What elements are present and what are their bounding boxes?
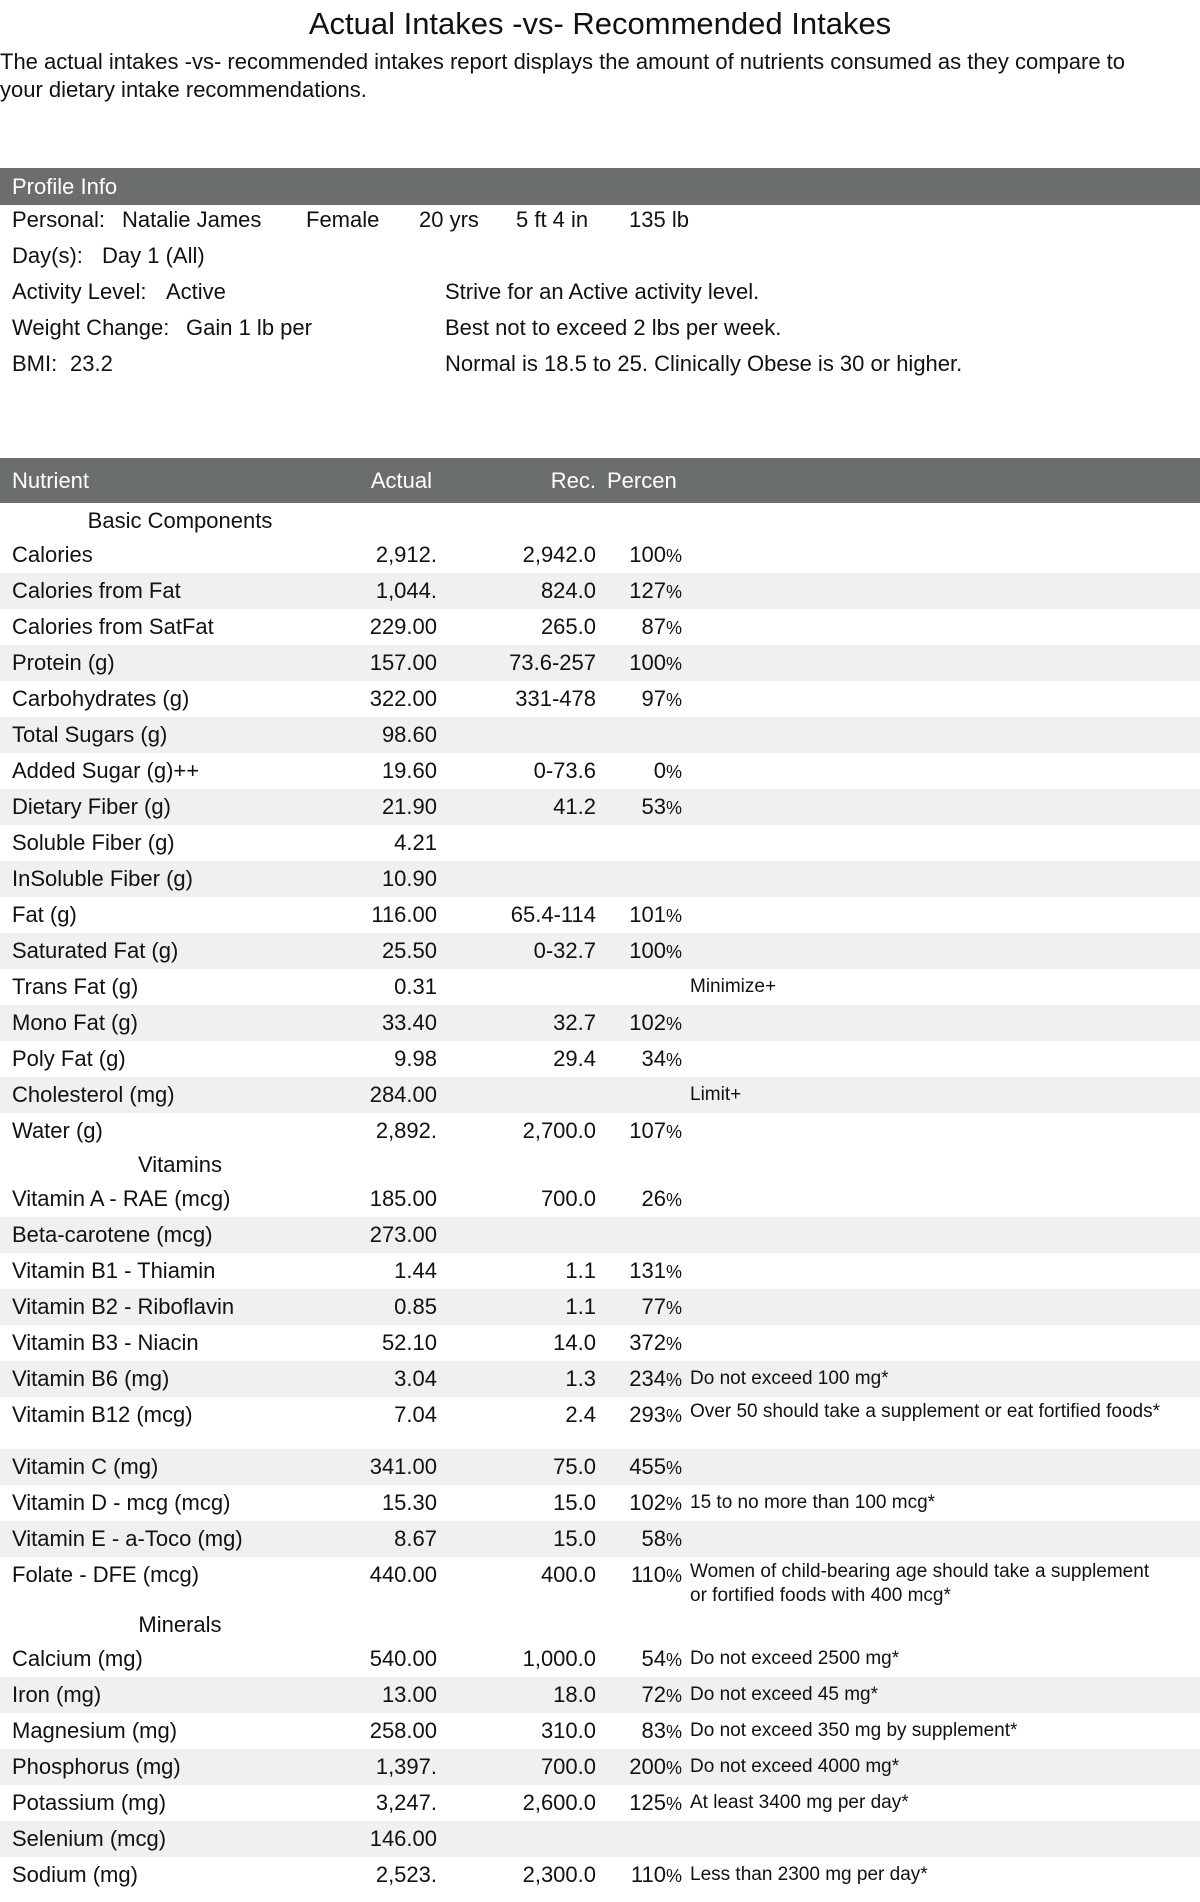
actual-value: 9.98	[394, 1046, 437, 1071]
note-text: Women of child-bearing age should take a supplement or fortified foods with 400 mcg*	[690, 1561, 1150, 1606]
profile-header-label: Profile Info	[12, 174, 118, 199]
actual-value: 25.50	[381, 938, 437, 963]
percent-sign: %	[665, 654, 682, 674]
nutrient-name: Mono Fat (g)	[12, 1010, 138, 1035]
actual-value: 116.00	[371, 902, 437, 927]
percent-sign: %	[665, 1686, 682, 1706]
table-row	[0, 861, 1200, 897]
percent-cell	[600, 1485, 682, 1522]
days-label: Day(s):	[12, 243, 83, 268]
table-row	[0, 609, 1200, 645]
table-row	[0, 1485, 1200, 1521]
nutrient-name: Added Sugar (g)++	[12, 758, 200, 783]
percent-cell	[600, 1677, 682, 1714]
percent-value: 200	[629, 1754, 666, 1779]
rec-value: 14.0	[553, 1330, 596, 1355]
percent-cell	[600, 1005, 682, 1042]
actual-value: 3.04	[394, 1366, 437, 1391]
percent-cell	[600, 681, 682, 718]
percent-sign: %	[665, 1650, 682, 1670]
percent-sign: %	[665, 690, 682, 710]
nutrient-name: Vitamin B2 - Riboflavin	[12, 1294, 235, 1319]
nutrient-name: Vitamin B1 - Thiamin	[12, 1258, 216, 1283]
percent-value: 100	[629, 542, 666, 567]
percent-cell	[600, 1181, 682, 1218]
table-row	[0, 1217, 1200, 1253]
actual-value: 52.10	[381, 1330, 437, 1355]
rec-value: 2.4	[565, 1402, 596, 1427]
actual-value: 10.90	[381, 866, 437, 891]
actual-value: 1.44	[394, 1258, 437, 1283]
actual-value: 1,044.	[375, 578, 437, 603]
actual-value: 3,247.	[375, 1790, 437, 1815]
percent-sign: %	[665, 1494, 682, 1514]
note-text: Over 50 should take a supplement or eat fortified foods*	[690, 1401, 1160, 1422]
personal-label: Personal:	[12, 207, 105, 232]
table-row	[0, 717, 1200, 753]
percent-cell	[600, 1289, 682, 1326]
section-row	[0, 505, 1200, 537]
percent-sign: %	[665, 1406, 682, 1426]
actual-value: 7.04	[394, 1402, 437, 1427]
nutrient-name: Trans Fat (g)	[12, 974, 139, 999]
rec-value: 2,600.0	[522, 1790, 596, 1815]
percent-value: 54	[641, 1646, 666, 1671]
percent-cell	[600, 645, 682, 682]
note-text: Do not exceed 2500 mg*	[690, 1648, 900, 1669]
note-text: Less than 2300 mg per day*	[690, 1864, 928, 1885]
percent-cell	[600, 1041, 682, 1078]
nutrient-name: Calories from Fat	[12, 578, 181, 603]
section-label: Basic Components	[87, 508, 273, 533]
percent-cell	[600, 1713, 682, 1750]
table-row	[0, 1521, 1200, 1557]
percent-sign: %	[665, 942, 682, 962]
nutrient-name: Potassium (mg)	[12, 1790, 167, 1815]
percent-value: 125	[629, 1790, 666, 1815]
rec-value: 73.6-257	[509, 650, 596, 675]
note-text: Do not exceed 4000 mg*	[690, 1756, 900, 1777]
table-row	[0, 537, 1200, 573]
percent-value: 234	[629, 1366, 666, 1391]
nutrient-name: Folate - DFE (mcg)	[12, 1562, 200, 1587]
nutrient-name: Vitamin C (mg)	[12, 1454, 159, 1479]
percent-value: 53	[641, 794, 666, 819]
actual-value: 2,523.	[375, 1862, 437, 1887]
percent-sign: %	[665, 1262, 682, 1282]
nutrient-name: Magnesium (mg)	[12, 1718, 178, 1743]
percent-sign: %	[665, 546, 682, 566]
profile-activity: Active	[166, 279, 226, 304]
actual-value: 440.00	[369, 1562, 437, 1587]
actual-value: 258.00	[369, 1718, 437, 1743]
table-row	[0, 1181, 1200, 1217]
table-row	[0, 897, 1200, 933]
actual-value: 284.00	[369, 1082, 437, 1107]
percent-sign: %	[665, 1370, 682, 1390]
percent-cell	[600, 933, 682, 970]
percent-cell	[600, 1361, 682, 1398]
rec-value: 75.0	[553, 1454, 596, 1479]
weight-change-note: Best not to exceed 2 lbs per week.	[445, 315, 782, 340]
table-header-bar	[0, 458, 1200, 503]
actual-value: 322.00	[369, 686, 437, 711]
nutrient-name: Vitamin E - a-Toco (mg)	[12, 1526, 243, 1551]
rec-value: 65.4-114	[510, 902, 596, 927]
percent-value: 83	[641, 1718, 666, 1743]
table-row	[0, 789, 1200, 825]
nutrient-name: Vitamin B6 (mg)	[12, 1366, 170, 1391]
percent-value: 127	[629, 578, 666, 603]
nutrient-name: Soluble Fiber (g)	[12, 830, 175, 855]
report-title: Actual Intakes -vs- Recommended Intakes	[308, 6, 892, 41]
percent-cell	[600, 573, 682, 610]
actual-value: 98.60	[381, 722, 437, 747]
percent-value: 0	[653, 758, 666, 783]
percent-value: 107	[629, 1118, 666, 1143]
table-row	[0, 933, 1200, 969]
percent-sign: %	[665, 762, 682, 782]
nutrient-name: Calcium (mg)	[12, 1646, 143, 1671]
percent-cell	[600, 609, 682, 646]
percent-cell	[600, 537, 682, 574]
percent-cell	[600, 897, 682, 934]
table-row	[0, 1449, 1200, 1485]
percent-cell	[600, 753, 682, 790]
table-row	[0, 681, 1200, 717]
actual-value: 273.00	[369, 1222, 437, 1247]
rec-value: 2,700.0	[522, 1118, 596, 1143]
nutrient-name: Vitamin B3 - Niacin	[12, 1330, 199, 1355]
actual-value: 19.60	[381, 758, 437, 783]
nutrient-name: Beta-carotene (mcg)	[12, 1222, 213, 1247]
nutrient-name: Calories from SatFat	[12, 614, 214, 639]
table-row	[0, 573, 1200, 609]
percent-sign: %	[665, 1566, 682, 1586]
nutrient-name: Cholesterol (mg)	[12, 1082, 175, 1107]
section-row	[0, 1149, 1200, 1181]
rec-value: 1.1	[565, 1294, 596, 1319]
nutrient-name: InSoluble Fiber (g)	[12, 866, 193, 891]
percent-value: 100	[629, 938, 666, 963]
table-row	[0, 1557, 1200, 1609]
percent-value: 58	[641, 1526, 666, 1551]
percent-sign: %	[665, 1014, 682, 1034]
header-percent: Percen	[607, 468, 677, 493]
percent-cell	[600, 1857, 682, 1894]
actual-value: 341.00	[369, 1454, 437, 1479]
nutrient-name: Water (g)	[12, 1118, 103, 1143]
rec-value: 15.0	[553, 1490, 596, 1515]
percent-value: 101	[629, 902, 666, 927]
percent-value: 110	[630, 1562, 666, 1587]
table-row	[0, 1749, 1200, 1785]
actual-value: 0.31	[394, 974, 437, 999]
nutrient-name: Calories	[12, 542, 93, 567]
percent-value: 26	[641, 1186, 666, 1211]
table-row	[0, 1821, 1200, 1857]
table-row	[0, 1397, 1200, 1449]
percent-sign: %	[665, 1530, 682, 1550]
rec-value: 18.0	[553, 1682, 596, 1707]
percent-value: 87	[641, 614, 666, 639]
percent-value: 77	[641, 1294, 666, 1319]
section-label: Vitamins	[138, 1152, 222, 1177]
nutrient-name: Dietary Fiber (g)	[12, 794, 171, 819]
nutrient-name: Protein (g)	[12, 650, 115, 675]
percent-sign: %	[665, 798, 682, 818]
table-row	[0, 645, 1200, 681]
rec-value: 0-32.7	[533, 938, 596, 963]
note-text: Minimize+	[690, 976, 777, 997]
percent-value: 293	[629, 1402, 666, 1427]
percent-value: 110	[630, 1862, 666, 1887]
note-text: Limit+	[690, 1084, 742, 1105]
rec-value: 1.3	[565, 1366, 596, 1391]
rec-value: 331-478	[515, 686, 596, 711]
activity-note: Strive for an Active activity level.	[445, 279, 760, 304]
rec-value: 1,000.0	[522, 1646, 596, 1671]
nutrient-name: Poly Fat (g)	[12, 1046, 126, 1071]
profile-gender: Female	[306, 207, 380, 232]
actual-value: 185.00	[369, 1186, 437, 1211]
profile-weight-change: Gain 1 lb per	[186, 315, 312, 340]
percent-cell	[600, 1325, 682, 1362]
profile-height: 5 ft 4 in	[516, 207, 589, 232]
percent-value: 72	[641, 1682, 666, 1707]
nutrient-name: Carbohydrates (g)	[12, 686, 190, 711]
table-row	[0, 1361, 1200, 1397]
percent-value: 34	[641, 1046, 666, 1071]
header-rec: Rec.	[550, 468, 596, 493]
percent-cell	[600, 1557, 682, 1594]
nutrient-name: Vitamin B12 (mcg)	[12, 1402, 193, 1427]
rec-value: 400.0	[540, 1562, 596, 1587]
percent-value: 131	[629, 1258, 666, 1283]
percent-cell	[600, 1521, 682, 1558]
percent-cell	[600, 1253, 682, 1290]
percent-value: 102	[629, 1490, 666, 1515]
table-row	[0, 1713, 1200, 1749]
percent-value: 100	[629, 650, 666, 675]
profile-header-bar	[0, 168, 1200, 205]
profile-bmi: 23.2	[70, 351, 113, 376]
table-row	[0, 969, 1200, 1005]
percent-sign: %	[665, 1722, 682, 1742]
percent-sign: %	[665, 1458, 682, 1478]
bmi-note: Normal is 18.5 to 25. Clinically Obese is 30 or higher.	[445, 351, 963, 376]
actual-value: 540.00	[369, 1646, 437, 1671]
rec-value: 2,300.0	[522, 1862, 596, 1887]
rec-value: 0-73.6	[533, 758, 596, 783]
percent-sign: %	[665, 582, 682, 602]
percent-cell	[600, 789, 682, 826]
nutrient-name: Iron (mg)	[12, 1682, 102, 1707]
report-intro: The actual intakes -vs- recommended intakes report displays the amount of nutrients consumed as they compare to your dietary intake recommendations.	[0, 49, 1126, 102]
nutrient-name: Vitamin A - RAE (mcg)	[12, 1186, 231, 1211]
nutrient-name: Fat (g)	[12, 902, 77, 927]
profile-weight: 135 lb	[629, 207, 689, 232]
percent-sign: %	[665, 906, 682, 926]
note-text: Do not exceed 350 mg by supplement*	[690, 1720, 1018, 1741]
percent-value: 455	[629, 1454, 666, 1479]
nutrient-name: Phosphorus (mg)	[12, 1754, 181, 1779]
note-text: Do not exceed 45 mg*	[690, 1684, 879, 1705]
percent-sign: %	[665, 1122, 682, 1142]
actual-value: 15.30	[381, 1490, 437, 1515]
nutrient-name: Saturated Fat (g)	[12, 938, 179, 963]
actual-value: 21.90	[381, 794, 437, 819]
table-row	[0, 1641, 1200, 1677]
table-row	[0, 1113, 1200, 1149]
profile-name: Natalie James	[122, 207, 262, 232]
actual-value: 2,912.	[375, 542, 437, 567]
actual-value: 13.00	[381, 1682, 437, 1707]
bmi-label: BMI:	[12, 351, 58, 376]
actual-value: 157.00	[369, 650, 437, 675]
percent-sign: %	[665, 1050, 682, 1070]
percent-value: 372	[629, 1330, 666, 1355]
table-row	[0, 1253, 1200, 1289]
actual-value: 229.00	[369, 614, 437, 639]
section-label: Minerals	[138, 1612, 222, 1637]
percent-sign: %	[665, 618, 682, 638]
rec-value: 32.7	[553, 1010, 596, 1035]
table-row	[0, 1077, 1200, 1113]
activity-label: Activity Level:	[12, 279, 147, 304]
nutrient-name: Total Sugars (g)	[12, 722, 168, 747]
rec-value: 15.0	[553, 1526, 596, 1551]
table-row	[0, 1857, 1200, 1893]
actual-value: 2,892.	[375, 1118, 437, 1143]
percent-cell	[600, 1785, 682, 1822]
table-row	[0, 1325, 1200, 1361]
actual-value: 1,397.	[375, 1754, 437, 1779]
actual-value: 4.21	[394, 830, 437, 855]
percent-value: 97	[641, 686, 666, 711]
profile-age: 20 yrs	[419, 207, 479, 232]
rec-value: 265.0	[540, 614, 596, 639]
actual-value: 8.67	[394, 1526, 437, 1551]
table-row	[0, 1041, 1200, 1077]
percent-cell	[600, 1397, 682, 1434]
percent-value: 102	[629, 1010, 666, 1035]
percent-sign: %	[665, 1794, 682, 1814]
percent-cell	[600, 1113, 682, 1150]
header-actual: Actual	[370, 468, 432, 493]
percent-sign: %	[665, 1758, 682, 1778]
note-text: At least 3400 mg per day*	[690, 1792, 909, 1813]
table-row	[0, 1677, 1200, 1713]
percent-cell	[600, 1641, 682, 1678]
percent-cell	[600, 1449, 682, 1486]
rec-value: 824.0	[540, 578, 596, 603]
percent-sign: %	[665, 1334, 682, 1354]
actual-value: 33.40	[381, 1010, 437, 1035]
percent-sign: %	[665, 1298, 682, 1318]
percent-sign: %	[665, 1190, 682, 1210]
percent-cell	[600, 1749, 682, 1786]
actual-value: 0.85	[394, 1294, 437, 1319]
section-row	[0, 1609, 1200, 1641]
nutrient-table	[0, 505, 1200, 1893]
rec-value: 700.0	[540, 1186, 596, 1211]
rec-value: 41.2	[553, 794, 596, 819]
profile-days: Day 1 (All)	[102, 243, 205, 268]
header-nutrient: Nutrient	[12, 468, 90, 493]
table-row	[0, 753, 1200, 789]
rec-value: 310.0	[540, 1718, 596, 1743]
percent-sign: %	[665, 1866, 682, 1886]
nutrient-name: Sodium (mg)	[12, 1862, 138, 1887]
rec-value: 1.1	[565, 1258, 596, 1283]
rec-value: 2,942.0	[522, 542, 596, 567]
table-row	[0, 1289, 1200, 1325]
table-row	[0, 1005, 1200, 1041]
nutrient-name: Vitamin D - mcg (mcg)	[12, 1490, 231, 1515]
nutrient-name: Selenium (mcg)	[12, 1826, 167, 1851]
rec-value: 29.4	[553, 1046, 596, 1071]
table-row	[0, 1785, 1200, 1821]
note-text: 15 to no more than 100 mcg*	[690, 1492, 936, 1513]
weight-change-label: Weight Change:	[12, 315, 170, 340]
table-row	[0, 825, 1200, 861]
note-text: Do not exceed 100 mg*	[690, 1368, 889, 1389]
rec-value: 700.0	[540, 1754, 596, 1779]
actual-value: 146.00	[369, 1826, 437, 1851]
